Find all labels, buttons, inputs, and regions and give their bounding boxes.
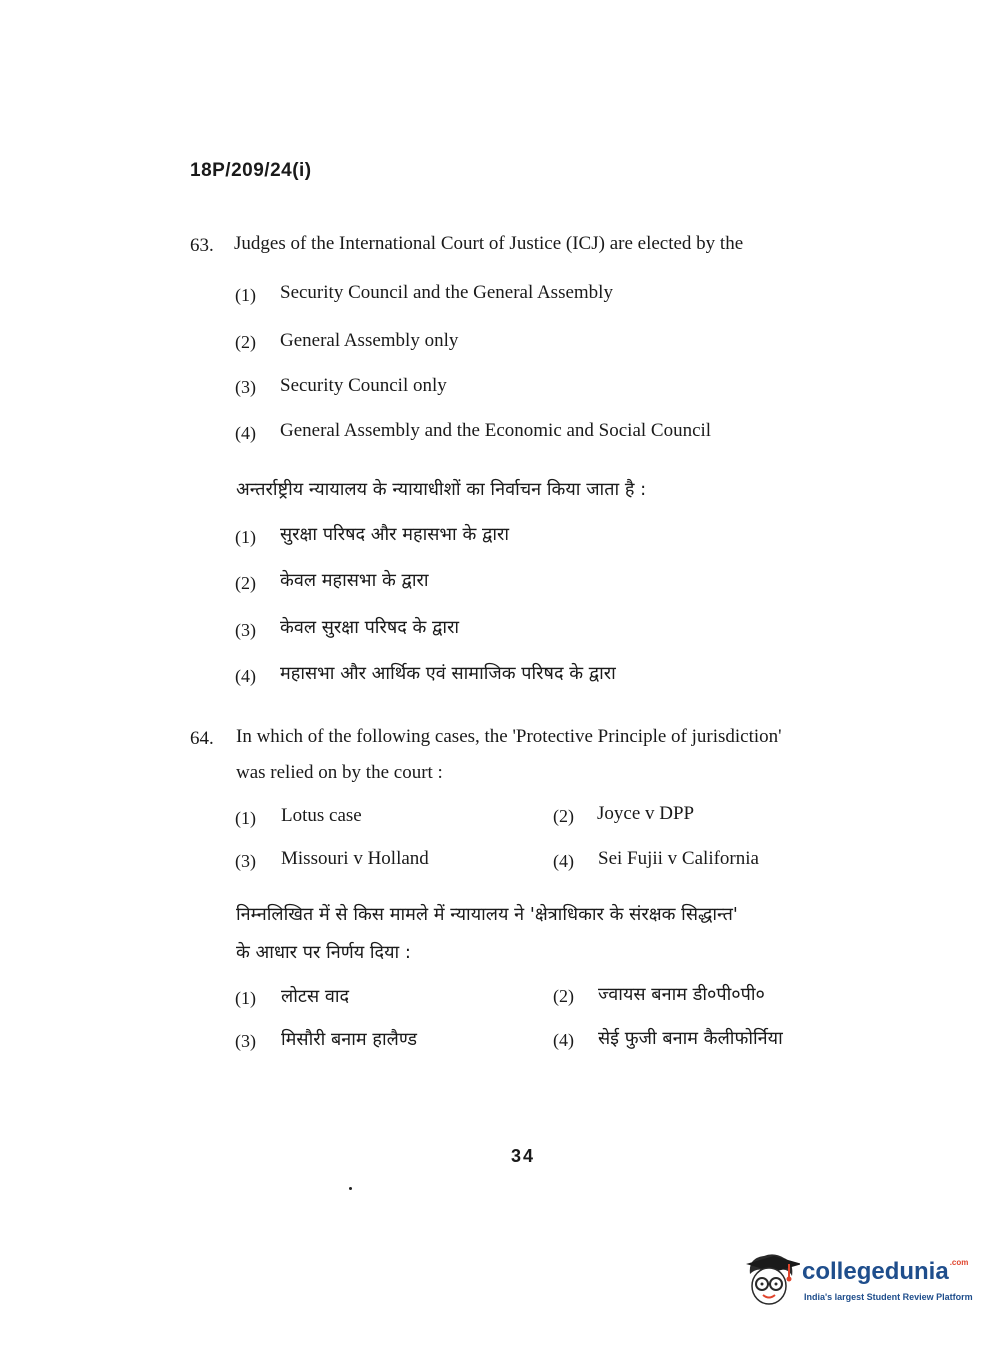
q64-hi-option-3-text: मिसौरी बनाम हालैण्ड <box>281 1029 418 1050</box>
question-63-text-hi: अन्तर्राष्ट्रीय न्यायालय के न्यायाधीशों का निर्वाचन किया जाता है : <box>236 479 647 500</box>
q63-option-1-number: (1) <box>235 285 256 305</box>
question-63-number: 63. <box>190 235 214 256</box>
q63-hi-option-4-number: (4) <box>235 666 256 686</box>
q63-hi-option-2-text: केवल महासभा के द्वारा <box>280 570 429 591</box>
q64-option-1-number: (1) <box>235 808 256 828</box>
q63-option-1-text: Security Council and the General Assembly <box>280 282 613 303</box>
q64-option-3-number: (3) <box>235 851 256 871</box>
q63-option-3-number: (3) <box>235 377 256 397</box>
q63-hi-option-1-number: (1) <box>235 527 256 547</box>
question-64-text-hi-line2: के आधार पर निर्णय दिया : <box>236 942 411 963</box>
q63-hi-option-1-text: सुरक्षा परिषद और महासभा के द्वारा <box>280 524 510 545</box>
logo-name-text: collegedunia <box>802 1258 949 1285</box>
q64-option-4-text: Sei Fujii v California <box>598 848 759 869</box>
q64-option-1-text: Lotus case <box>281 805 362 826</box>
paper-code: 18P/209/24(i) <box>190 160 312 181</box>
q64-option-3-text: Missouri v Holland <box>281 848 429 869</box>
question-64-text-en-line2: was relied on by the court : <box>236 762 443 783</box>
mascot-icon <box>744 1252 800 1312</box>
q63-hi-option-2-number: (2) <box>235 573 256 593</box>
q64-hi-option-1-text: लोटस वाद <box>281 986 350 1007</box>
q64-hi-option-4-number: (4) <box>553 1030 574 1050</box>
q64-hi-option-2-number: (2) <box>553 986 574 1006</box>
q64-hi-option-2-text: ज्वायस बनाम डी०पी०पी० <box>598 984 765 1005</box>
question-64-number: 64. <box>190 728 214 749</box>
q63-option-4-text: General Assembly and the Economic and Social Council <box>280 420 712 441</box>
q64-hi-option-1-number: (1) <box>235 988 256 1008</box>
page-number: 34 <box>511 1146 536 1166</box>
logo-tagline: India's largest Student Review Platform <box>804 1292 973 1302</box>
q64-option-4-number: (4) <box>553 851 574 871</box>
q64-hi-option-3-number: (3) <box>235 1031 256 1051</box>
question-63-text-en: Judges of the International Court of Justice (ICJ) are elected by the <box>234 233 744 254</box>
question-64-text-en-line1: In which of the following cases, the 'Protective Principle of jurisdiction' <box>236 726 782 747</box>
q63-hi-option-4-text: महासभा और आर्थिक एवं सामाजिक परिषद के द्वारा <box>280 663 616 684</box>
logo-wordmark <box>802 1258 968 1286</box>
q63-hi-option-3-number: (3) <box>235 620 256 640</box>
q63-hi-option-3-text: केवल सुरक्षा परिषद के द्वारा <box>280 617 460 638</box>
q63-option-2-number: (2) <box>235 332 256 352</box>
q63-option-2-text: General Assembly only <box>280 330 459 351</box>
stray-dot <box>349 1187 352 1190</box>
q64-option-2-number: (2) <box>553 806 574 826</box>
collegedunia-logo <box>744 1252 984 1322</box>
question-64-text-hi-line1: निम्नलिखित में से किस मामले में न्यायालय ने 'क्षेत्राधिकार के संरक्षक सिद्धान्त' <box>236 904 738 925</box>
q64-option-2-text: Joyce v DPP <box>597 803 695 824</box>
logo-tld: .com <box>949 1258 969 1267</box>
q63-option-4-number: (4) <box>235 423 256 443</box>
q64-hi-option-4-text: सेई फुजी बनाम कैलीफोर्निया <box>598 1028 783 1049</box>
q63-option-3-text: Security Council only <box>280 375 447 396</box>
